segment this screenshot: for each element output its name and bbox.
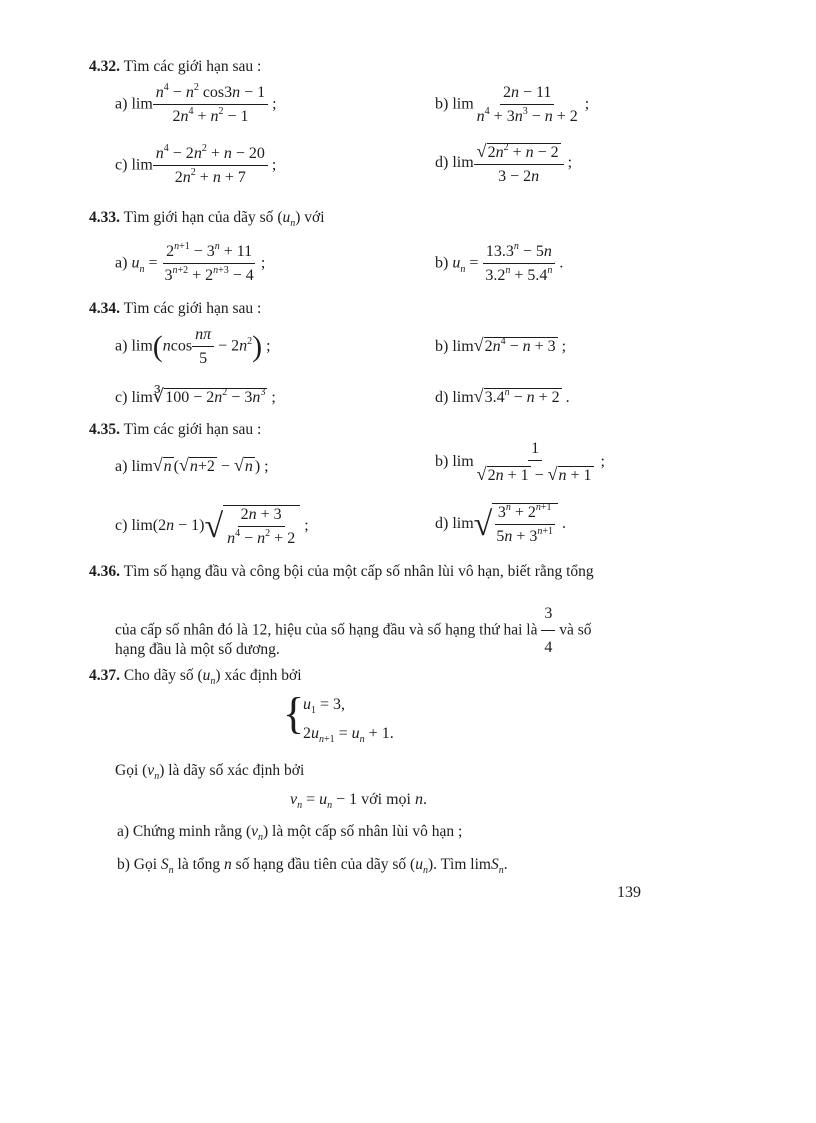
item-label: c) xyxy=(115,517,128,535)
problem-number: 4.35. xyxy=(89,421,120,438)
item-label: c) xyxy=(115,156,128,174)
item-label: a) xyxy=(115,95,128,113)
part-b-text: b) Gọi xyxy=(117,856,158,873)
part-a-tail: là một cấp số nhân lùi vô hạn ; xyxy=(272,823,463,840)
item-label: b) xyxy=(435,254,449,272)
problem-4-37-part-b: b) Gọi $S_n$ là tổng n số hạng đầu tiên của dãy số $(u_n)$. Tìm limS$_n$. xyxy=(117,856,508,876)
problem-4-36-line-1 xyxy=(89,558,594,586)
item-label: b) xyxy=(435,338,449,355)
problem-number: 4.33. xyxy=(89,209,120,226)
recurrence-line-2: $2u_{n+1} = u_n + 1$. xyxy=(303,725,394,745)
item-label: b) xyxy=(435,95,449,113)
problem-4-34-heading xyxy=(89,300,261,318)
problem-text: Gọi xyxy=(115,762,139,779)
page-number: 139 xyxy=(617,884,641,901)
limit-4-35-c: c) lim(2n − 1)√ $\frac{2n + 3}{n^4 - n^2 + 2}$ ; xyxy=(115,506,309,547)
sequence-4-33-b: b) $u_n$ = $\frac{13.3^n - 5n}{3.2^n + 5.4^n}$ . xyxy=(435,241,564,284)
limit-4-34-a: a) lim(ncos $\frac{n\pi}{5}$ − $2n^2$) ; xyxy=(115,326,271,367)
part-b-tail: . Tìm xyxy=(433,856,467,873)
definition-text: với mọi xyxy=(361,791,411,808)
problem-title: Tìm các giới hạn sau : xyxy=(123,300,262,317)
problem-title: Tìm các giới hạn sau : xyxy=(123,58,262,75)
problem-4-37-part-a: a) Chứng minh rằng $(v_n)$ là một cấp số nhân lùi vô hạn ; xyxy=(117,823,463,843)
limit-4-35-a: a) lim√n (√n+2 − √n ) ; xyxy=(115,455,269,475)
limit-4-34-b: b) $\lim√2n^4 - n + 3$ ; xyxy=(435,335,567,355)
problem-text-tail: xác định bởi xyxy=(224,667,302,684)
part-b-mid: là tổng xyxy=(177,856,221,873)
limit-4-32-d: d) lim $\frac{√2n^2 + n - 2}{3 - 2n}$ ; xyxy=(435,141,573,185)
problem-text-tail: và số xyxy=(559,621,592,639)
item-label: a) xyxy=(115,254,128,272)
problem-title: Tìm giới hạn của dãy số xyxy=(123,209,274,226)
problem-4-37-line-2: Gọi $(v_n)$ là dãy số xác định bởi xyxy=(115,762,305,782)
problem-text: của cấp số nhân đó là 12, hiệu của số hạng đầu và số hạng thứ hai là xyxy=(115,621,538,639)
left-brace: { xyxy=(283,689,305,738)
limit-4-32-a: a) lim $\frac{n^4 - n^2 \cos 3n - 1}{2n^4 + n^2 - 1}$ ; xyxy=(115,82,277,125)
problem-text: hạng đầu là một số dương. xyxy=(115,641,280,658)
problem-4-35-heading xyxy=(89,421,261,439)
limit-4-34-c: c) lim∛100 − $2n^2 - 3n^3$ ; xyxy=(115,386,276,406)
problem-text: Cho dãy số xyxy=(123,667,194,684)
item-label: d) xyxy=(435,389,449,406)
problem-number: 4.32. xyxy=(89,58,120,75)
problem-4-33-heading: 4.33. Tìm giới hạn của dãy số $(u_n)$ với xyxy=(89,209,325,229)
limit-4-32-b: b) lim $\frac{2n - 11}{n^4 + 3n^3 - n + 2}$ ; xyxy=(435,84,590,125)
part-a-text: a) Chứng minh rằng xyxy=(117,823,243,840)
problem-4-36-line-3 xyxy=(115,636,280,664)
item-label: b) xyxy=(435,453,449,471)
limit-4-34-d: d) $\lim√3.4^n - n + 2$ . xyxy=(435,386,570,406)
limit-4-32-c: c) lim $\frac{n^4 - 2n^2 + n - 20}{2n^2 + n + 7}$ ; xyxy=(115,143,277,186)
item-label: c) xyxy=(115,389,128,406)
item-label: d) xyxy=(435,515,449,533)
item-label: a) xyxy=(115,458,128,475)
item-label: d) xyxy=(435,154,449,172)
problem-number: 4.34. xyxy=(89,300,120,317)
sequence-4-33-a: a) $u_n$ = $\frac{2^{n+1} - 3^n + 11}{3^{n+2} + 2^{n+3} - 4}$ ; xyxy=(115,241,266,284)
problem-text: Tìm số hạng đầu và công bội của một cấp số nhân lùi vô hạn, biết rằng tổng xyxy=(123,563,594,580)
problem-4-32-heading xyxy=(89,58,261,76)
part-b-mid2: số hạng đầu tiên của dãy số xyxy=(235,856,407,873)
vn-definition: $v_n = u_n - 1$ với mọi n. xyxy=(290,791,427,811)
item-label: a) xyxy=(115,337,128,355)
problem-number: 4.37. xyxy=(89,667,120,684)
problem-4-36-line-2: của cấp số nhân đó là 12, hiệu của số hạng đầu và số hạng thứ hai là $\frac{3}{4}$ và số xyxy=(115,600,592,662)
limit-4-35-d: d) lim√ $\frac{3^n + 2^{n+1}}{5n + 3^{n+1}}$ . xyxy=(435,502,567,545)
problem-title-tail: với xyxy=(304,209,325,226)
problem-text-tail: là dãy số xác định bởi xyxy=(168,762,305,779)
problem-title: Tìm các giới hạn sau : xyxy=(123,421,262,438)
limit-4-35-b: b) lim $\frac{1}{√2n + 1 - √n + 1}$ ; xyxy=(435,440,605,484)
recurrence-line-1: $u_1 = 3$, xyxy=(303,696,346,716)
problem-number: 4.36. xyxy=(89,563,120,580)
problem-4-37-line-1: 4.37. Cho dãy số $(u_n)$ xác định bởi xyxy=(89,667,302,687)
